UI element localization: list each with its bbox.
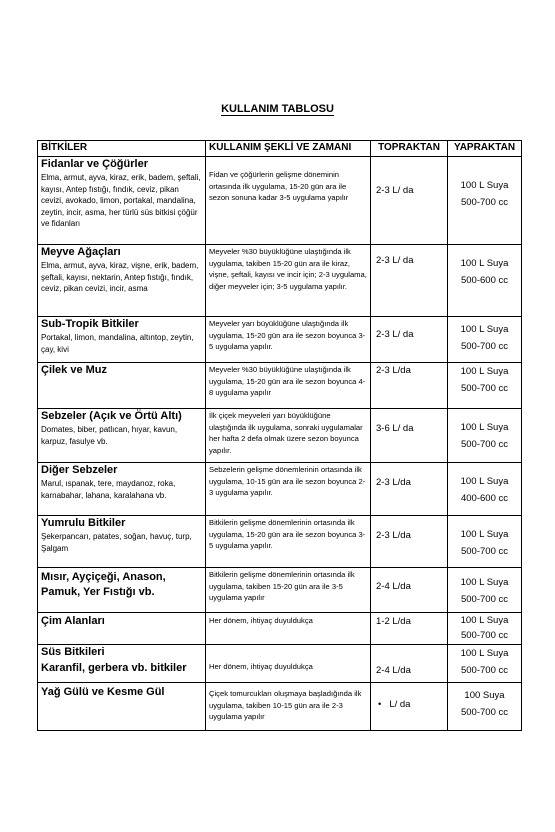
header-plants: BİTKİLER [38, 141, 206, 157]
plant-cell [38, 613, 206, 645]
plant-name: Çim Alanları [41, 615, 105, 627]
leaf-dose: 500-700 cc [460, 546, 508, 557]
plant-name: Çilek ve Muz [41, 364, 108, 376]
table-row [38, 645, 522, 683]
soil-cell: 2-3 L/da [371, 363, 448, 409]
leaf-cell [448, 463, 522, 516]
table-row [38, 463, 522, 516]
plant-name: Sub-Tropik Bitkiler [41, 318, 139, 330]
plant-cell [38, 317, 206, 363]
table-row [38, 245, 522, 317]
usage-cell: Fidan ve çöğürlerin gelişme döneminin ortasında ilk uygulama, 15-20 gün ara ile sezon sonuna kadar 3-5 uygulama yapılır [206, 157, 371, 245]
leaf-dose: 500-600 cc [460, 275, 508, 286]
table-row [38, 568, 522, 613]
plant-name: Fidanlar ve Çöğürler [41, 158, 148, 170]
plant-desc: Elma, armut, ayva, kiraz, erik, badem, şeftali, kayısı, Antep fıstığı, fındık, ceviz, pikan cevizi, avokado, limon, portakal, mandalina, zeytin, incir, asma, her türlü süs bitkisi çöğür ve fidanları [41, 173, 201, 228]
usage-table [37, 140, 522, 731]
plant-name: Meyve Ağaçları [41, 246, 121, 258]
header-usage: KULLANIM ŞEKLİ VE ZAMANI [206, 141, 371, 157]
soil-cell: 1-2 L/da [371, 613, 448, 645]
plant-cell [38, 645, 206, 683]
usage-cell: Meyveler %30 büyüklüğüne ulaştığında ilk uygulama, takiben 15-20 gün ara ile kiraz, vişne, şeftali, kayısı ve incir için; 2-3 uygulama, diğer meyveler için; 3-5 uygulama yapılır. [206, 245, 371, 317]
page-title: KULLANIM TABLOSU [221, 103, 334, 115]
usage-cell: Her dönem, ihtiyaç duyuldukça [206, 645, 371, 683]
leaf-dose: 500-700 cc [460, 630, 508, 641]
plant-name: Sebzeler (Açık ve Örtü Altı) [41, 410, 182, 422]
soil-value: L/ da [389, 699, 411, 710]
leaf-water: 100 L Suya [460, 648, 509, 659]
soil-cell: 2-3 L/ da [371, 157, 448, 245]
usage-cell: Sebzelerin gelişme dönemlerinin ortasında ilk uygulama, 10-15 gün ara ile sezon boyunca 2-3 uygulama yapılır. [206, 463, 371, 516]
leaf-cell [448, 245, 522, 317]
soil-cell: 2-3 L/da [371, 463, 448, 516]
leaf-dose: 500-700 cc [460, 439, 508, 450]
leaf-cell [448, 409, 522, 463]
plant-cell [38, 409, 206, 463]
leaf-cell [448, 613, 522, 645]
plant-name: Süs Bitkileri [41, 646, 105, 658]
usage-cell: İlk çiçek meyveleri yarı büyüklüğüne ulaştığında ilk uygulama, sonraki uygulamalar her hafta 2 defa olmak üzere sezon boyunca yapılır. [206, 409, 371, 463]
soil-cell: 2-3 L/da [371, 516, 448, 568]
plant-desc: Elma, armut, ayva, kiraz, vişne, erik, badem, şeftali, kayısı, nektarin, Antep fıstığı, fındık, ceviz, pikan cevizi, incir, asma [41, 261, 199, 293]
usage-cell: Çiçek tomurcukları oluşmaya başladığında ilk uygulama, takiben 10-15 gün ara ile 2-3 uygulama yapılır [206, 683, 371, 731]
table-row [38, 683, 522, 731]
plant-name-secondary: Karanfil, gerbera vb. bitkiler [41, 662, 187, 674]
leaf-cell [448, 645, 522, 683]
header-soil: TOPRAKTAN [371, 141, 448, 157]
leaf-dose: 500-700 cc [460, 197, 508, 208]
table-row [38, 317, 522, 363]
usage-cell: Bitkilerin gelişme dönemlerinin ortasında ilk uygulama, 15-20 gün ara ile sezon boyunca 3-5 uygulama yapılır. [206, 516, 371, 568]
plant-name: Mısır, Ayçiçeği, Anason, Pamuk, Yer Fıstığı vb. [41, 571, 166, 598]
soil-cell: 2-3 L/ da [371, 317, 448, 363]
header-leaf: YAPRAKTAN [448, 141, 522, 157]
plant-cell [38, 363, 206, 409]
plant-cell [38, 568, 206, 613]
leaf-water: 100 L Suya [460, 577, 509, 588]
plant-cell [38, 245, 206, 317]
plant-cell [38, 157, 206, 245]
table-row [38, 613, 522, 645]
plant-desc: Portakal, limon, mandalina, altıntop, zeytin, çay, kivi [41, 333, 194, 354]
leaf-water: 100 L Suya [460, 422, 509, 433]
soil-cell [371, 683, 448, 731]
plant-desc: Domates, biber, patlıcan, hıyar, kavun, karpuz, fasulye vb. [41, 425, 178, 446]
table-row [38, 409, 522, 463]
usage-cell: Meyveler %30 büyüklüğüne ulaştığında ilk uygulama, 15-20 gün ara ile sezon boyunca 4-8 uygulama yapılır [206, 363, 371, 409]
leaf-cell [448, 363, 522, 409]
plant-cell [38, 683, 206, 731]
table-row [38, 363, 522, 409]
leaf-water: 100 L Suya [460, 476, 509, 487]
usage-cell: Her dönem, ihtiyaç duyuldukça [206, 613, 371, 645]
plant-name: Yağ Gülü ve Kesme Gül [41, 686, 165, 698]
table-row [38, 157, 522, 245]
leaf-dose: 500-700 cc [460, 707, 508, 718]
soil-cell: 2-4 L/da [371, 645, 448, 683]
leaf-cell [448, 568, 522, 613]
plant-name: Yumrulu Bitkiler [41, 517, 126, 529]
leaf-dose: 500-700 cc [460, 594, 508, 605]
leaf-dose: 400-600 cc [460, 493, 508, 504]
leaf-water: 100 L Suya [460, 615, 509, 626]
leaf-water: 100 L Suya [460, 324, 509, 335]
leaf-cell [448, 317, 522, 363]
plant-desc: Şekerpancarı, patates, soğan, havuç, turp, Şalgam [41, 532, 192, 553]
leaf-dose: 500-700 cc [460, 341, 508, 352]
leaf-water: 100 L Suya [460, 258, 509, 269]
plant-name: Diğer Sebzeler [41, 464, 118, 476]
leaf-cell [448, 516, 522, 568]
soil-cell: 2-4 L/da [371, 568, 448, 613]
usage-cell: Meyveler yarı büyüklüğüne ulaştığında ilk uygulama, 15-20 gün ara ile sezon boyunca 3-5 uygulama yapılır. [206, 317, 371, 363]
table-row [38, 516, 522, 568]
leaf-water: 100 Suya [464, 690, 505, 701]
plant-cell [38, 463, 206, 516]
bullet-icon: • [378, 699, 382, 710]
leaf-water: 100 L Suya [460, 366, 509, 377]
leaf-cell [448, 157, 522, 245]
leaf-water: 100 L Suya [460, 180, 509, 191]
usage-cell: Bitkilerin gelişme dönemlerinin ortasında ilk uygulama, takiben 15-20 gün ara ile 3-5 uygulama yapılır [206, 568, 371, 613]
plant-cell [38, 516, 206, 568]
soil-cell: 3-6 L/ da [371, 409, 448, 463]
leaf-water: 100 L Suya [460, 529, 509, 540]
leaf-cell [448, 683, 522, 731]
leaf-dose: 500-700 cc [460, 665, 508, 676]
leaf-dose: 500-700 cc [460, 383, 508, 394]
table-header-row [38, 141, 522, 157]
soil-cell: 2-3 L/ da [371, 245, 448, 317]
plant-desc: Marul, ıspanak, tere, maydanoz, roka, karnabahar, lahana, karalahana vb. [41, 479, 176, 500]
